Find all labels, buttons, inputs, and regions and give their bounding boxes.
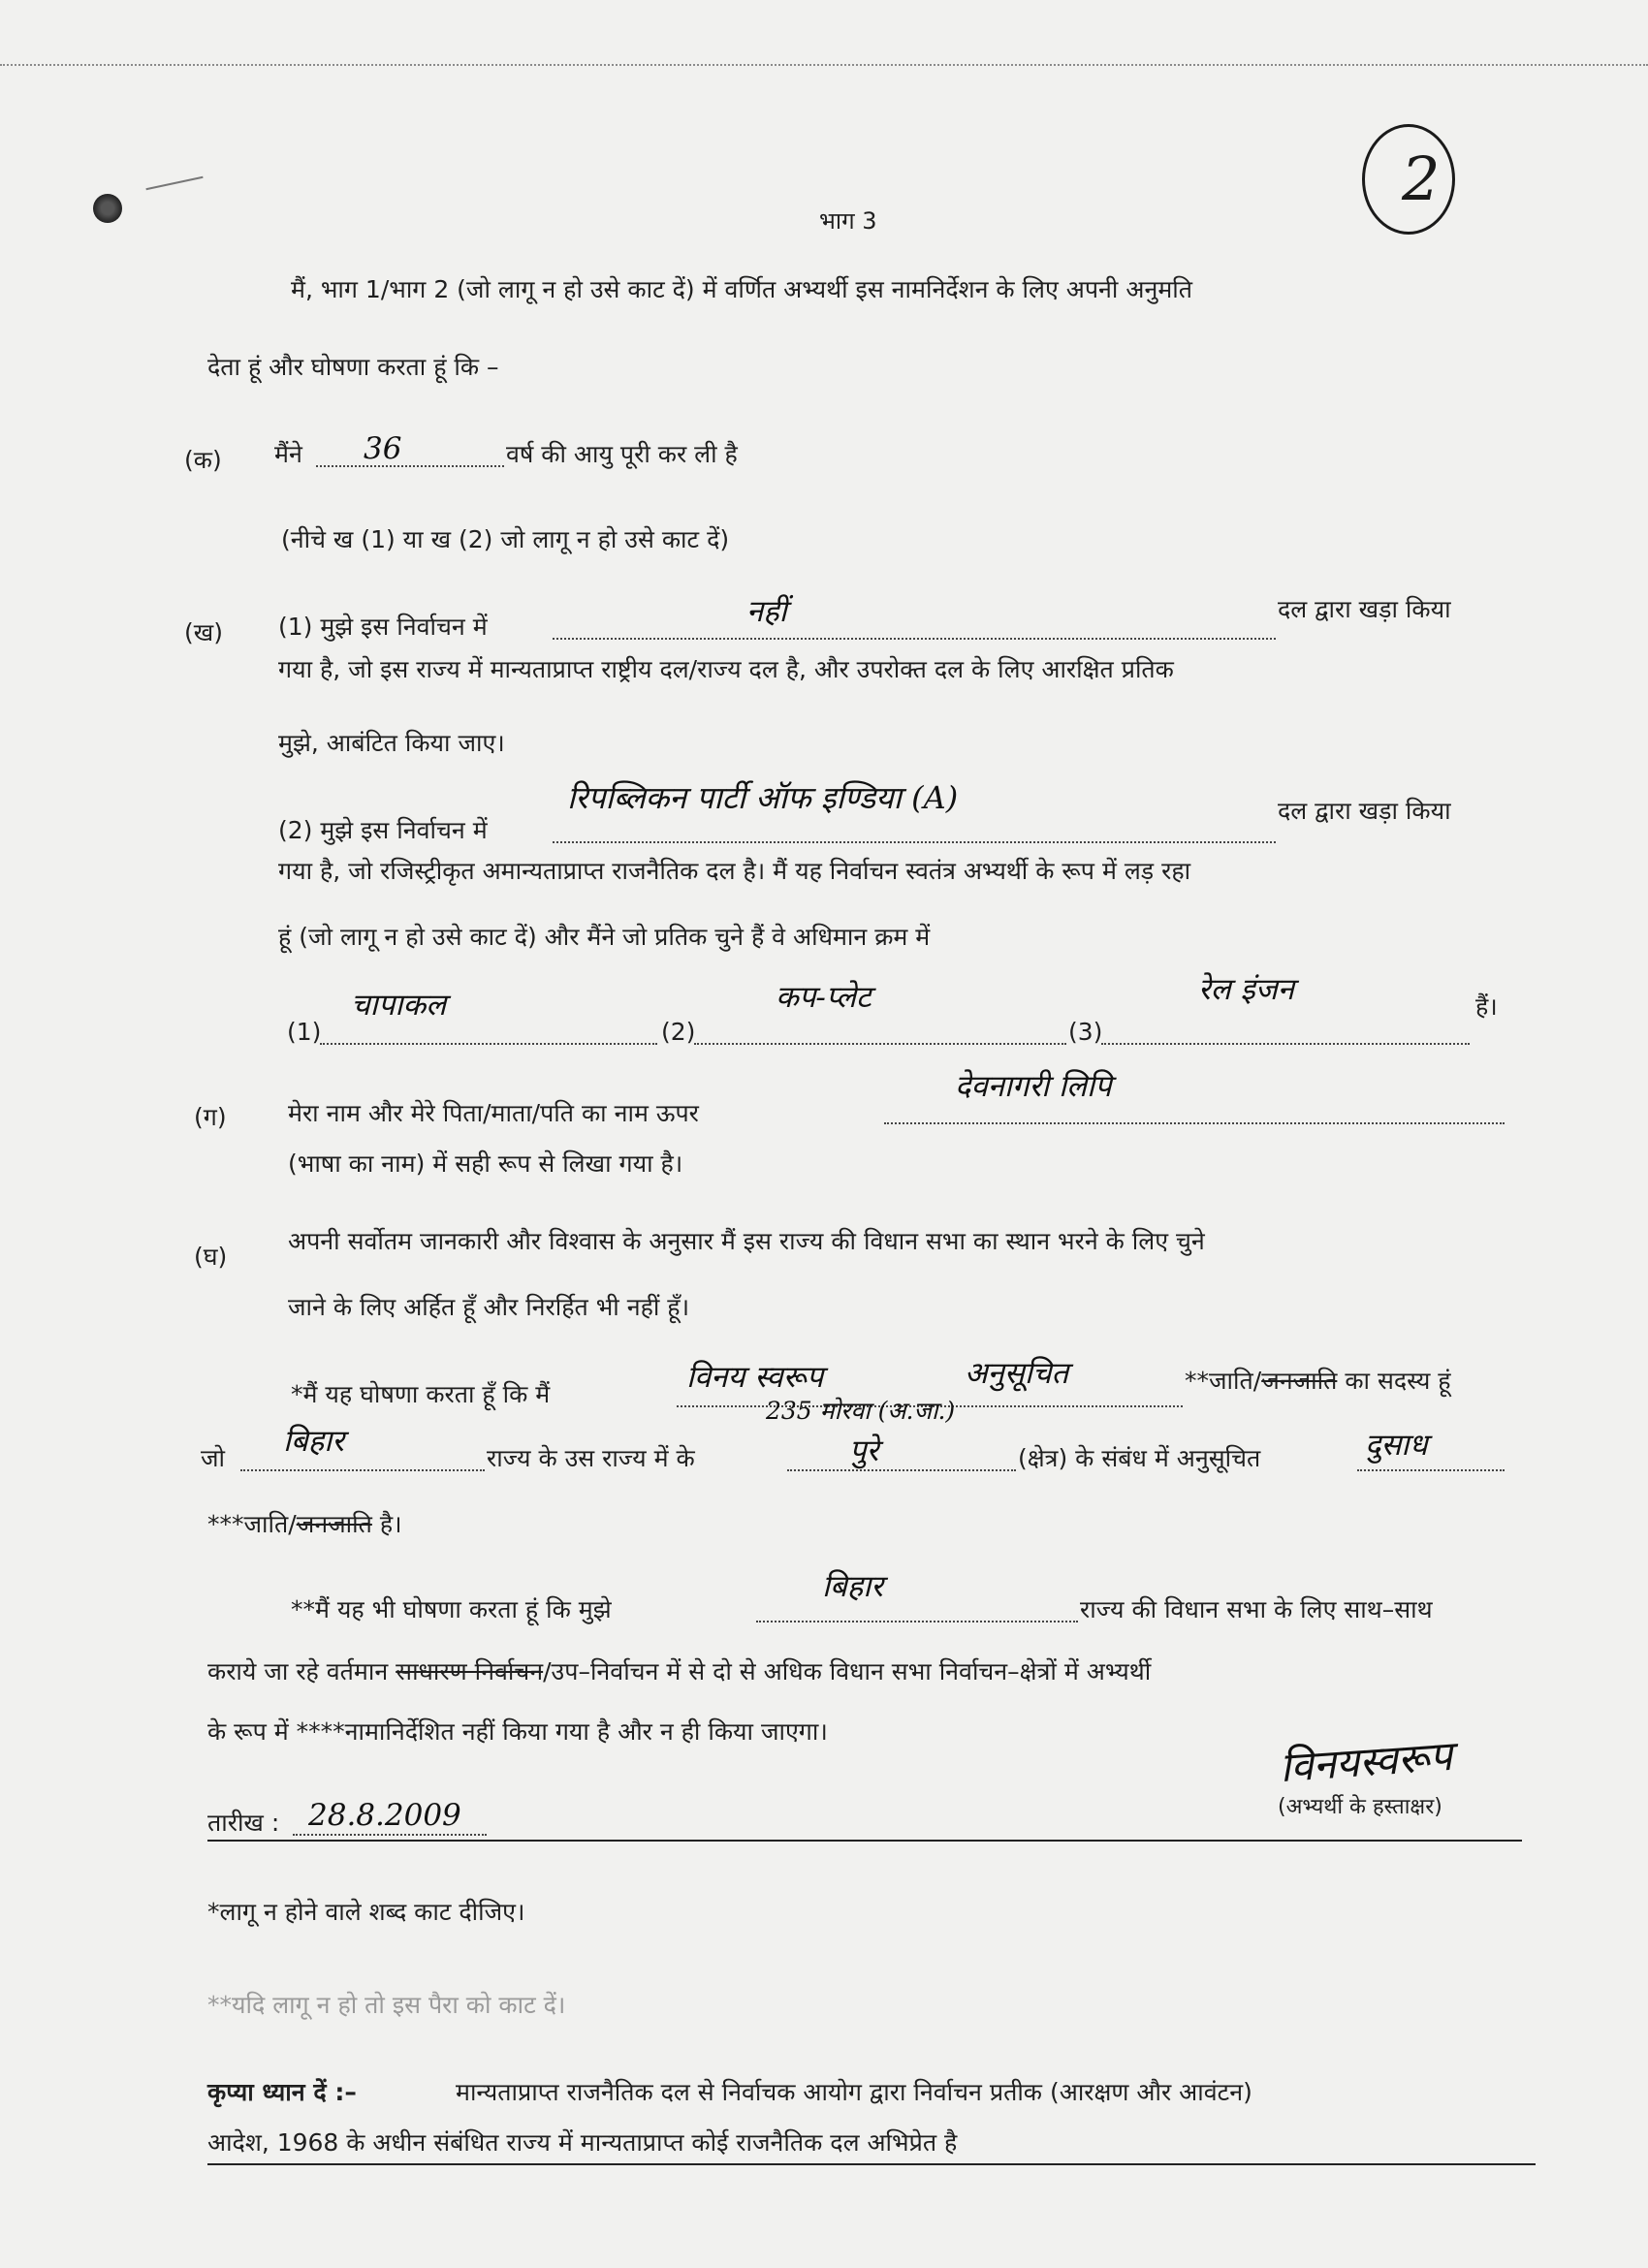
kha-1-post: दल द्वारा खड़ा किया — [1278, 595, 1451, 623]
clause-kha-marker: (ख) — [184, 618, 223, 646]
caste-area-fill: पुरे — [849, 1433, 879, 1468]
caste-post-end: का सदस्य हूं — [1345, 1367, 1451, 1395]
date-value: 28.8.2009 — [308, 1798, 461, 1833]
caste-area-fill-top: 235 मोरवा (अ.जा.) — [766, 1397, 956, 1425]
date-label: तारीख : — [207, 1809, 280, 1837]
caste-category-fill: अनुसूचित — [965, 1356, 1069, 1391]
ga-line1: मेरा नाम और मेरे पिता/माता/पति का नाम ऊपर — [288, 1099, 699, 1127]
footnote-2: **यदि लागू न हो तो इस पैरा को काट दें। — [207, 1991, 566, 2019]
second-blank — [756, 1621, 1078, 1622]
date-blank — [293, 1834, 487, 1836]
kha-1-line2: गया है, जो इस राज्य में मान्यताप्राप्त राष्ट्रीय दल/राज्य दल है, और उपरोक्त दल के लिए आरक्षित प्रतिक — [278, 655, 1174, 683]
caste-post — [1185, 1367, 1451, 1396]
caste-line3-end: है। — [379, 1510, 402, 1538]
symbol-3-blank — [1101, 1043, 1470, 1045]
caste-line3-struck: जनजाति — [296, 1510, 372, 1538]
candidate-signature: विनयस्वरूप — [1278, 1731, 1454, 1792]
top-edge-line — [0, 64, 1648, 66]
caste-caste-fill: दुसाध — [1365, 1428, 1428, 1463]
section-heading: भाग 3 — [819, 207, 877, 235]
clause-ka-post: वर्ष की आयु पूरी कर ली है — [506, 440, 738, 468]
kha-2-line2: गया है, जो रजिस्ट्रीकृत अमान्यताप्राप्त राजनैतिक दल है। मैं यह निर्वाचन स्वतंत्र अभ्यर्थी के रूप में लड़ रहा — [278, 857, 1191, 885]
symbol-3-num: (3) — [1068, 1018, 1103, 1046]
kha-2-pre: (2) मुझे इस निर्वाचन में — [278, 816, 488, 844]
second-post: राज्य की विधान सभा के लिए साथ–साथ — [1080, 1595, 1433, 1623]
caste-line2-jo: जो — [201, 1444, 226, 1472]
clause-ka-marker: (क) — [184, 446, 222, 474]
second-line2 — [207, 1657, 1151, 1686]
symbol-2-num: (2) — [661, 1018, 696, 1046]
kha-1-line3: मुझे, आबंटित किया जाए। — [278, 729, 505, 757]
gha-line1: अपनी सर्वोतम जानकारी और विश्वास के अनुसार मैं इस राज्य की विधान सभा का स्थान भरने के लिए चुने — [288, 1227, 1205, 1255]
caste-name-fill: विनय स्वरूप — [686, 1360, 824, 1395]
kha-1-fill: नहीं — [746, 594, 787, 629]
caste-state-fill: बिहार — [283, 1424, 344, 1459]
caste-line3-pre: ***जाति/ — [207, 1510, 297, 1538]
symbol-3-value: रेल इंजन — [1198, 972, 1294, 1007]
caste-line3 — [207, 1510, 402, 1539]
clause-gha-marker: (घ) — [194, 1243, 228, 1271]
caste-area-blank — [787, 1469, 1016, 1471]
clause-ka-pre: मैंने — [274, 440, 302, 468]
second-pre: **मैं यह भी घोषणा करता हूं कि मुझे — [291, 1595, 612, 1623]
caste-caste-blank — [1357, 1469, 1505, 1471]
caste-post-struck: जनजाति — [1261, 1367, 1338, 1395]
gha-line2: जाने के लिए अर्हित हूँ और निरर्हित भी नहीं हूँ। — [288, 1293, 690, 1321]
caste-post-pre: **जाति/ — [1185, 1367, 1262, 1395]
kha-2-post: दल द्वारा खड़ा किया — [1278, 797, 1451, 825]
second-line2-struck: साधारण निर्वाचन — [396, 1657, 544, 1685]
caste-line3-space — [372, 1510, 380, 1538]
clause-ga-marker: (ग) — [194, 1103, 227, 1131]
ga-fill: देवनागरी लिपि — [955, 1069, 1112, 1104]
second-line2-space — [388, 1657, 396, 1685]
kha-2-line3: हूं (जो लागू न हो उसे काट दें) और मैंने जो प्रतिक चुने हैं वे अधिमान क्रम में — [278, 923, 931, 951]
kha-2-blank — [553, 841, 1276, 843]
separator-line — [207, 1840, 1522, 1842]
kha-1-pre: (1) मुझे इस निर्वाचन में — [278, 613, 488, 641]
caste-state-blank — [240, 1469, 485, 1471]
symbols-end: हैं। — [1475, 992, 1498, 1021]
second-line3: के रूप में ****नामानिर्देशित नहीं किया गया है और न ही किया जाएगा। — [207, 1717, 828, 1746]
intro-line-1: मैं, भाग 1/भाग 2 (जो लागू न हो उसे काट दें) में वर्णित अभ्यर्थी इस नामनिर्देशन के लिए अपनी अनुमति — [291, 275, 1193, 303]
caste-line2-mid: राज्य के उस राज्य में के — [487, 1444, 695, 1472]
symbol-2-blank — [694, 1043, 1066, 1045]
note-label: कृप्या ध्यान दें :– — [207, 2078, 357, 2106]
bottom-line — [207, 2163, 1536, 2165]
footnote-1: *लागू न होने वाले शब्द काट दीजिए। — [207, 1898, 525, 1926]
second-fill: बिहार — [822, 1569, 883, 1604]
note-line-2: आदेश, 1968 के अधीन संबंधित राज्य में मान्यताप्राप्त कोई राजनैतिक दल अभिप्रेत है — [207, 2128, 958, 2157]
caste-line2-post: (क्षेत्र) के संबंध में अनुसूचित — [1018, 1444, 1261, 1472]
pen-mark — [145, 176, 203, 190]
age-blank — [316, 465, 504, 467]
page-number: 2 — [1402, 143, 1441, 214]
symbol-1-num: (1) — [287, 1018, 322, 1046]
kha-2-fill: रिपब्लिकन पार्टी ऑफ इण्डिया (A) — [567, 779, 959, 816]
symbol-1-value: चापाकल — [351, 988, 447, 1023]
ga-line2: (भाषा का नाम) में सही रूप से लिखा गया है। — [288, 1150, 683, 1178]
symbol-2-value: कप-प्लेट — [776, 980, 872, 1015]
caste-pre: *मैं यह घोषणा करता हूँ कि मैं — [291, 1380, 551, 1408]
kha-1-blank — [553, 638, 1276, 640]
ga-blank — [884, 1122, 1505, 1124]
second-line2-pre: कराये जा रहे वर्तमान — [207, 1657, 389, 1685]
signature-label: (अभ्यर्थी के हस्ताक्षर) — [1278, 1795, 1442, 1819]
age-value: 36 — [364, 431, 402, 466]
punch-hole — [93, 194, 122, 223]
note-line-1: मान्यताप्राप्त राजनैतिक दल से निर्वाचक आयोग द्वारा निर्वाचन प्रतीक (आरक्षण और आवंटन) — [456, 2078, 1252, 2106]
symbol-1-blank — [320, 1043, 657, 1045]
second-line2-post: /उप–निर्वाचन में से दो से अधिक विधान सभा निर्वाचन–क्षेत्रों में अभ्यर्थी — [543, 1657, 1152, 1685]
intro-line-2: देता हूं और घोषणा करता हूं कि – — [207, 353, 499, 381]
note-kha: (नीचे ख (1) या ख (2) जो लागू न हो उसे काट दें) — [281, 525, 730, 553]
